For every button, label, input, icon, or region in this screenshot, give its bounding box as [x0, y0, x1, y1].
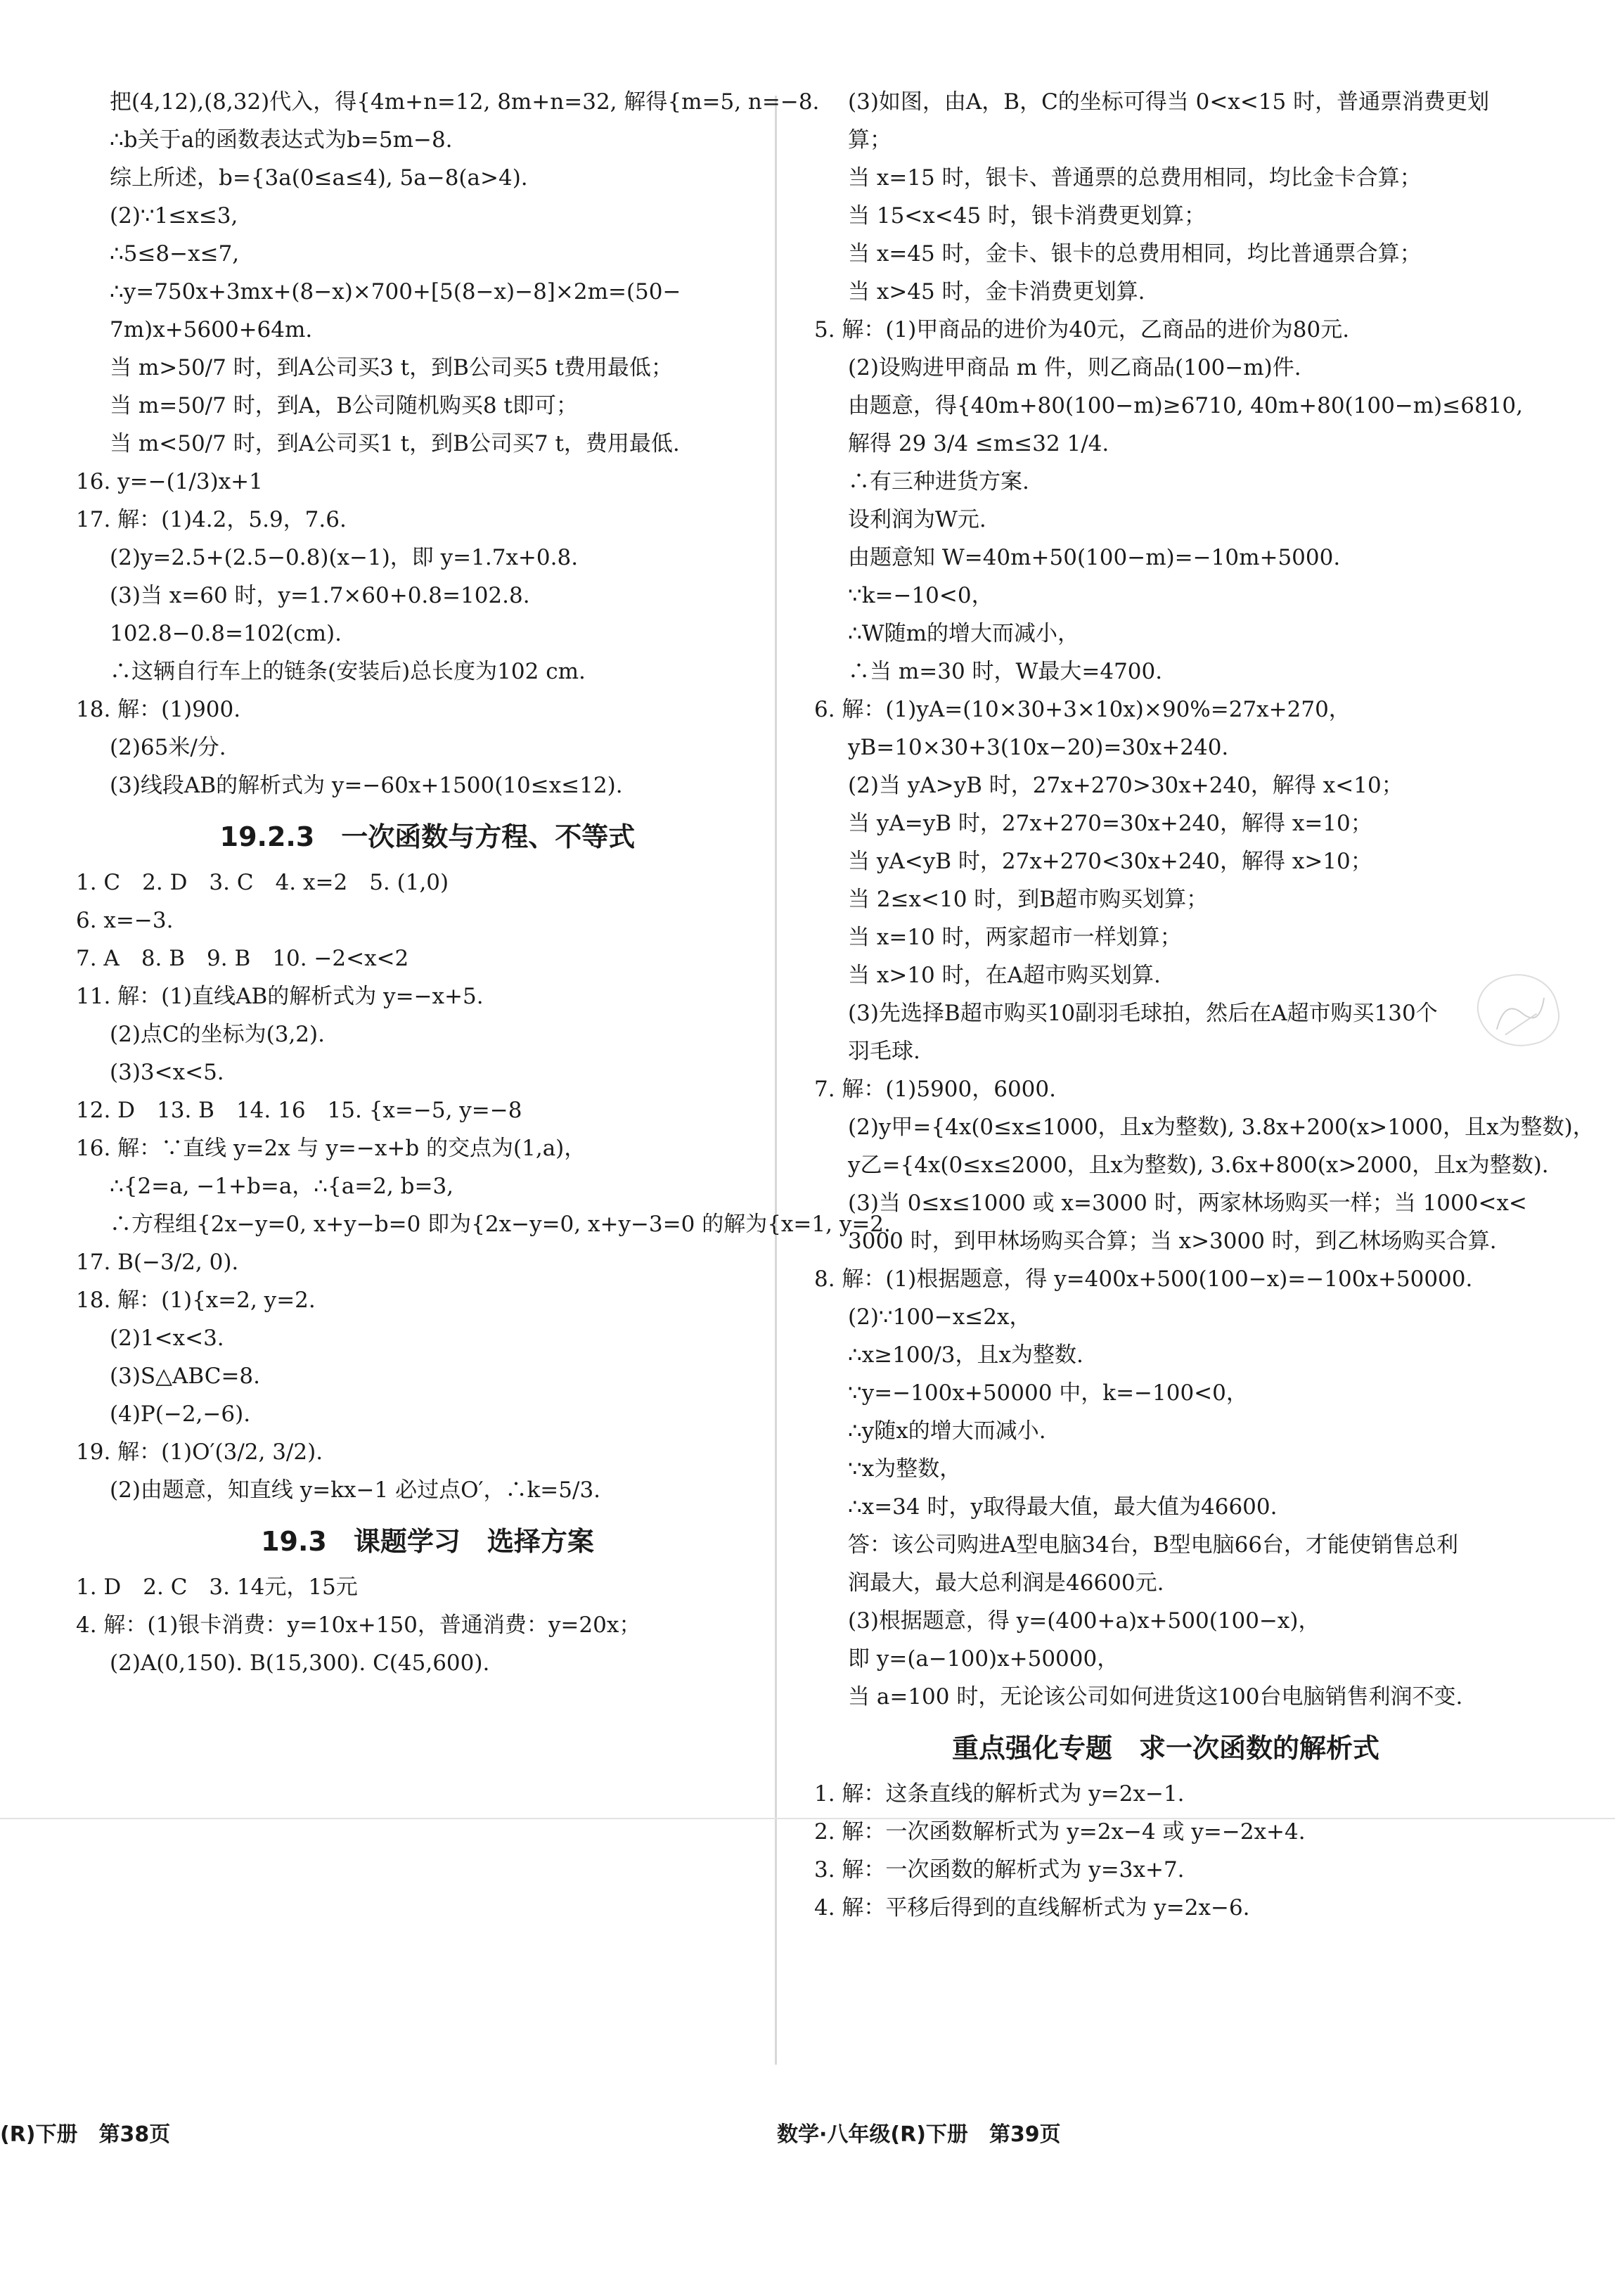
answer-line: 羽毛球. [848, 1039, 920, 1064]
answer-line: (3)S△ABC=8. [110, 1364, 261, 1389]
answer-line: 19. 解：(1)O′(3/2, 3/2). [76, 1439, 323, 1465]
answer-line: ∴方程组{2x−y=0, x+y−b=0 即为{2x−y=0, x+y−3=0 的解为{x=1, y=2. [110, 1212, 891, 1237]
answer-line: 把(4,12),(8,32)代入，得{4m+n=12, 8m+n=32, 解得{m=5, n=−8. [110, 89, 820, 115]
answer-line: (2)点C的坐标为(3,2). [110, 1022, 325, 1047]
answer-line: 当 2≤x<10 时，到B超市购买划算； [848, 887, 1209, 912]
answer-line: 当 m<50/7 时，到A公司买1 t，到B公司买7 t，费用最低. [110, 431, 680, 456]
answer-line: (3)如图，由A，B，C的坐标可得当 0<x<15 时，普通票消费更划 [848, 89, 1490, 115]
answer-line: 102.8−0.8=102(cm). [110, 621, 342, 646]
answer-line: ∴这辆自行车上的链条(安装后)总长度为102 cm. [110, 659, 586, 684]
answer-line: ∴b关于a的函数表达式为b=5m−8. [110, 127, 453, 153]
section-heading: 重点强化专题 求一次函数的解析式 [951, 1733, 1379, 1764]
answer-line: 算； [848, 127, 892, 153]
answer-line: 当 yA<yB 时，27x+270<30x+240，解得 x>10； [848, 849, 1372, 874]
answer-line: ∴y随x的增大而减小. [848, 1418, 1046, 1444]
answer-line: 当 yA=yB 时，27x+270=30x+240，解得 x=10； [848, 811, 1372, 836]
answer-line: (2)设购进甲商品 m 件，则乙商品(100−m)件. [848, 355, 1301, 380]
answer-line: 当 m>50/7 时，到A公司买3 t，到B公司买5 t费用最低； [110, 355, 673, 380]
answer-line: 2. 解：一次函数解析式为 y=2x−4 或 y=−2x+4. [814, 1819, 1306, 1845]
answer-line: ∵y=−100x+50000 中，k=−100<0， [848, 1380, 1248, 1406]
answer-line: 由题意知 W=40m+50(100−m)=−10m+5000. [848, 545, 1341, 570]
answer-line: ∴当 m=30 时，W最大=4700. [848, 659, 1163, 684]
answer-line: (3)3<x<5. [110, 1060, 224, 1085]
answer-line: ∴x=34 时，y取得最大值，最大值为46600. [848, 1494, 1278, 1520]
answer-line: ∵k=−10<0， [848, 583, 993, 608]
answer-line: 当 x=15 时，银卡、普通票的总费用相同，均比金卡合算； [848, 165, 1422, 191]
answer-line: (2)65米/分. [110, 735, 226, 760]
answer-line: 16. y=−(1/3)x+1 [76, 469, 263, 494]
answer-line: 1. C 2. D 3. C 4. x=2 5. (1,0) [76, 870, 449, 895]
answer-line: 11. 解：(1)直线AB的解析式为 y=−x+5. [76, 984, 484, 1009]
answer-line: 答：该公司购进A型电脑34台，B型电脑66台，才能使销售总利 [848, 1532, 1459, 1558]
answer-line: 17. 解：(1)4.2，5.9，7.6. [76, 507, 347, 532]
answer-line: (2)A(0,150). B(15,300). C(45,600). [110, 1650, 490, 1676]
answer-line: (3)当 0≤x≤1000 或 x=3000 时，两家林场购买一样；当 1000<x< [848, 1191, 1527, 1216]
answer-line: 当 m=50/7 时，到A，B公司随机购买8 t即可； [110, 393, 578, 418]
answer-line: 当 a=100 时，无论该公司如何进货这100台电脑销售利润不变. [848, 1684, 1463, 1710]
footer-right-page: 数学·八年级(R)下册 第39页 [777, 2122, 1061, 2147]
answer-line: 6. x=−3. [76, 908, 174, 933]
answer-line: 4. 解：(1)银卡消费：y=10x+150，普通消费：y=20x； [76, 1612, 641, 1638]
answer-line: ∴5≤8−x≤7, [110, 241, 240, 267]
answer-line: 7. A 8. B 9. B 10. −2<x<2 [76, 946, 409, 971]
answer-line: (2)y甲={4x(0≤x≤1000，且x为整数), 3.8x+200(x>1000，且x为整数)， [848, 1115, 1595, 1140]
answer-line: 综上所述，b={3a(0≤a≤4), 5a−8(a>4). [110, 165, 528, 191]
answer-line: 当 x>10 时，在A超市购买划算. [848, 963, 1161, 988]
answer-line: (2)y=2.5+(2.5−0.8)(x−1)，即 y=1.7x+0.8. [110, 545, 579, 570]
answer-line: 18. 解：(1)900. [76, 697, 241, 722]
answer-line: 4. 解：平移后得到的直线解析式为 y=2x−6. [814, 1895, 1250, 1920]
answer-line: 设利润为W元. [848, 507, 986, 532]
answer-line: (2)∵100−x≤2x， [848, 1304, 1031, 1330]
answer-line: ∴y=750x+3mx+(8−x)×700+[5(8−x)−8]×2m=(50− [110, 279, 681, 304]
answer-line: 即 y=(a−100)x+50000， [848, 1646, 1119, 1672]
answer-line: (3)当 x=60 时，y=1.7×60+0.8=102.8. [110, 583, 530, 608]
answer-line: 3. 解：一次函数的解析式为 y=3x+7. [814, 1857, 1185, 1883]
answer-line: yB=10×30+3(10x−20)=30x+240. [848, 735, 1229, 760]
answer-line: (2)由题意，知直线 y=kx−1 必过点O′，∴k=5/3. [110, 1477, 601, 1503]
answer-line: ∴x≥100/3，且x为整数. [848, 1342, 1083, 1368]
answer-line: 5. 解：(1)甲商品的进价为40元，乙商品的进价为80元. [814, 317, 1350, 342]
answer-line: (3)先选择B超市购买10副羽毛球拍，然后在A超市购买130个 [848, 1001, 1438, 1026]
section-heading: 19.2.3 一次函数与方程、不等式 [219, 821, 636, 852]
answer-line: 当 x=10 时，两家超市一样划算； [848, 925, 1182, 950]
answer-line: 6. 解：(1)yA=(10×30+3×10x)×90%=27x+270， [814, 697, 1351, 722]
answer-line: 7m)x+5600+64m. [110, 317, 313, 342]
answer-line: y乙={4x(0≤x≤2000，且x为整数), 3.6x+800(x>2000，且x为整数). [848, 1153, 1549, 1178]
answer-line: ∵x为整数， [848, 1456, 962, 1482]
answer-line: 1. D 2. C 3. 14元，15元 [76, 1575, 358, 1600]
answer-line: 12. D 13. B 14. 16 15. {x=−5, y=−8 [76, 1098, 522, 1123]
footer-left-page: (R)下册 第38页 [0, 2122, 171, 2147]
answer-line: (3)线段AB的解析式为 y=−60x+1500(10≤x≤12). [110, 773, 623, 798]
answer-line: ∴{2=a, −1+b=a，∴{a=2, b=3, [110, 1174, 454, 1199]
answer-line: 1. 解：这条直线的解析式为 y=2x−1. [814, 1781, 1185, 1807]
answer-line: ∴W随m的增大而减小， [848, 621, 1079, 646]
answer-line: (4)P(−2,−6). [110, 1402, 251, 1427]
answer-line: 润最大，最大总利润是46600元. [848, 1570, 1164, 1596]
answer-line: 解得 29 3/4 ≤m≤32 1/4. [848, 431, 1109, 456]
section-heading: 19.3 课题学习 选择方案 [261, 1526, 594, 1557]
answer-line: (2)∵1≤x≤3, [110, 203, 238, 229]
answer-line: 当 x>45 时，金卡消费更划算. [848, 279, 1145, 304]
answer-line: 当 x=45 时，金卡、银卡的总费用相同，均比普通票合算； [848, 241, 1422, 267]
answer-line: 18. 解：(1){x=2, y=2. [76, 1288, 316, 1313]
answer-line: 3000 时，到甲林场购买合算；当 x>3000 时，到乙林场购买合算. [848, 1229, 1497, 1254]
answer-line: 7. 解：(1)5900，6000. [814, 1077, 1056, 1102]
answer-line: (3)根据题意，得 y=(400+a)x+500(100−x)， [848, 1608, 1320, 1634]
answer-line: 由题意，得{40m+80(100−m)≥6710, 40m+80(100−m)≤6810, [848, 393, 1524, 418]
answer-line: ∴有三种进货方案. [848, 469, 1029, 494]
right-column [814, 83, 1595, 1927]
answer-line: 17. B(−3/2, 0). [76, 1250, 239, 1275]
answer-line: 当 15<x<45 时，银卡消费更划算； [848, 203, 1207, 229]
answer-line: 16. 解：∵直线 y=2x 与 y=−x+b 的交点为(1,a)， [76, 1136, 586, 1161]
answer-line: (2)当 yA>yB 时，27x+270>30x+240，解得 x<10； [848, 773, 1403, 798]
answer-line: 8. 解：(1)根据题意，得 y=400x+500(100−x)=−100x+50000. [814, 1266, 1473, 1292]
answer-line: (2)1<x<3. [110, 1326, 224, 1351]
